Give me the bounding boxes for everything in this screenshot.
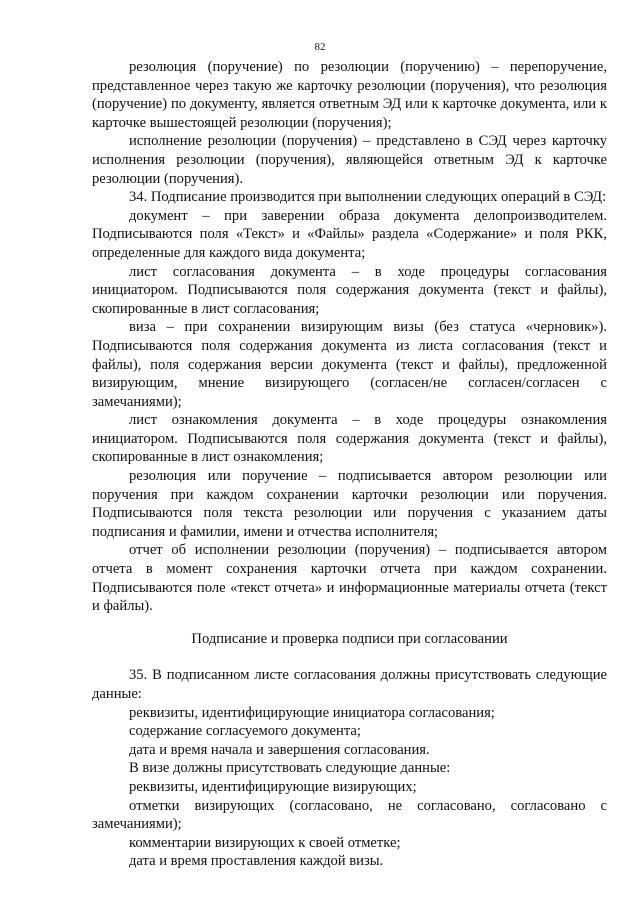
paragraph-item-35: 35. В подписанном листе согласования должны присутствовать следующие данные: bbox=[92, 667, 607, 702]
paragraph-document-signing: документ – при заверении образа документа делопроизводителем. Подписываются поля «Текст» и «Файлы» раздела «Содержание» и поля РКК, определенные для каждого вида документа; bbox=[92, 207, 607, 261]
list-item-approver-comments: комментарии визирующих к своей отметке; bbox=[129, 834, 401, 851]
list-item-initiator-details: реквизиты, идентифицирующие инициатора согласования; bbox=[129, 704, 495, 721]
list-item-approval-dates: дата и время начала и завершения согласования. bbox=[129, 741, 430, 758]
paragraph-visa: виза – при сохранении визирующим визы (без статуса «черновик»). Подписываются поля содержания документа из листа согласования (текст и файлы), поля содержания версии документа (текст и файлы), предложенной визирующим, мнение визирующего (согласен/не согласен/согласен с замечаниями); bbox=[92, 319, 607, 410]
paragraph-acquaintance-sheet: лист ознакомления документа – в ходе процедуры ознакомления инициатором. Подписываются поля содержания документа (текст и файлы), скопированные в лист ознакомления; bbox=[92, 412, 607, 466]
list-item-visa-dates: дата и время проставления каждой визы. bbox=[129, 853, 384, 870]
section-heading: Подписание и проверка подписи при согласовании bbox=[191, 630, 508, 647]
paragraph-item-34: 34. Подписание производится при выполнении следующих операций в СЭД: bbox=[129, 189, 607, 206]
list-item-approver-details: реквизиты, идентифицирующие визирующих; bbox=[129, 778, 417, 795]
paragraph-resolution-execution: исполнение резолюции (поручения) – представлено в СЭД через карточку исполнения резолюции (поручения), являющейся ответным ЭД к карточке резолюции (поручения). bbox=[92, 133, 607, 187]
paragraph-approval-sheet: лист согласования документа – в ходе процедуры согласования инициатором. Подписываются поля содержания документа (текст и файлы), скопированные в лист согласования; bbox=[92, 263, 607, 317]
paragraph-resolution-or-order: резолюция или поручение – подписывается автором резолюции или поручения при каждом сохранении карточки резолюции или поручения. Подписываются поля текста резолюции или поручения с указанием даты подписания и фамилии, имени и отчества исполнителя; bbox=[92, 468, 607, 540]
page-number: 82 bbox=[314, 41, 326, 53]
list-item-document-content: содержание согласуемого документа; bbox=[129, 723, 361, 740]
paragraph-visa-data: В визе должны присутствовать следующие данные: bbox=[129, 760, 451, 777]
paragraph-resolution-reassignment: резолюция (поручение) по резолюции (поручению) – перепоручение, представленное через такую же карточку резолюции (поручения), что резолюция (поручение) по документу, является ответным ЭД или к карточке документа, или к карточке вышестоящей резолюции (поручения); bbox=[92, 59, 607, 131]
paragraph-execution-report: отчет об исполнении резолюции (поручения) – подписывается автором отчета в момент сохранения карточки отчета при каждом сохранении. Подписываются поле «текст отчета» и информационные материалы отчета (текст и файлы). bbox=[92, 542, 607, 615]
list-item-approver-marks: отметки визирующих (согласовано, не согласовано, согласовано с замечаниями); bbox=[92, 797, 607, 833]
document-body bbox=[92, 58, 607, 871]
